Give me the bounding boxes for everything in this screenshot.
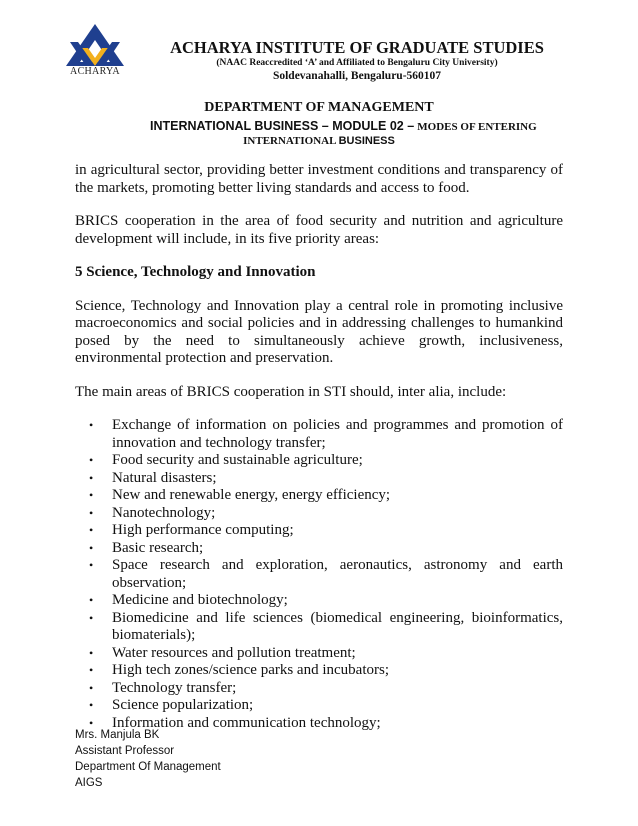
department-title: DEPARTMENT OF MANAGEMENT (204, 100, 434, 115)
bullet-icon: • (89, 593, 94, 607)
list-item-text: Natural disasters; (112, 469, 217, 486)
list-item-text: Exchange of information on policies and programmes and promotion of innovation and technology transfer; (112, 417, 563, 451)
bullet-icon: • (89, 523, 94, 537)
list-item (75, 697, 563, 715)
list-item-text: Food security and sustainable agriculture; (112, 452, 363, 468)
paragraph: in agricultural sector, providing better investment conditions and transparency of the markets, promoting better living standards and access to food. (75, 162, 563, 196)
bullet-icon: • (89, 418, 94, 432)
author-name: Mrs. Manjula BK (75, 729, 160, 741)
list-item (75, 680, 563, 698)
module-title (150, 119, 537, 134)
bullet-icon: • (89, 453, 94, 467)
author-footer (75, 727, 221, 791)
bullet-list (75, 417, 563, 732)
bullet-icon: • (89, 540, 94, 555)
list-item-text: Basic research; (112, 539, 204, 556)
list-item-text: Medicine and biotechnology; (112, 592, 288, 608)
module-title-prefix: INTERNATIONAL BUSINESS – MODULE 02 – (150, 119, 415, 133)
bullet-icon: • (89, 698, 94, 712)
document-body (75, 162, 563, 732)
list-item-text: High performance computing; (112, 522, 294, 538)
paragraph: The main areas of BRICS cooperation in STI should, inter alia, include: (75, 383, 507, 400)
accreditation-line: (NAAC Reaccredited ‘A’ and Affiliated to Bengaluru City University) (216, 58, 498, 68)
bullet-icon: • (89, 663, 94, 677)
list-item (75, 557, 563, 592)
module-title-suffix: MODES OF ENTERING (417, 121, 537, 133)
list-item-text: Technology transfer; (112, 679, 237, 696)
list-item-text: Space research and exploration, aeronautics, astronomy and earth observation; (112, 557, 563, 591)
section-heading: 5 Science, Technology and Innovation (75, 264, 316, 280)
list-item (75, 540, 563, 558)
module-subtitle (0, 135, 638, 147)
list-item (75, 645, 563, 663)
list-item (75, 452, 563, 470)
module-subtitle-suffix: BUSINESS (338, 135, 395, 147)
bullet-icon: • (89, 558, 94, 572)
paragraph: Science, Technology and Innovation play a central role in promoting inclusive macroeconomics and social policies and in addressing challenges to humankind posed by the need to simultaneously achieve growth, inclusiveness, environmental protection and preservation. (75, 297, 563, 366)
module-subtitle-prefix: INTERNATIONAL (243, 135, 336, 147)
bullet-icon: • (89, 505, 94, 520)
list-item (75, 417, 563, 452)
list-item-text: Information and communication technology; (112, 714, 381, 731)
list-item-text: New and renewable energy, energy efficiency; (112, 487, 391, 503)
list-item (75, 470, 563, 488)
list-item-text: Biomedicine and life sciences (biomedical engineering, bioinformatics, biomaterials); (112, 609, 563, 643)
bullet-icon: • (89, 715, 94, 730)
address-line: Soldevanahalli, Bengaluru-560107 (272, 70, 442, 82)
author-department: Department Of Management (75, 761, 221, 773)
author-org: AIGS (75, 777, 103, 789)
list-item (75, 662, 563, 680)
list-item-text: Nanotechnology; (112, 504, 216, 521)
bullet-icon: • (89, 470, 94, 485)
author-title: Assistant Professor (75, 745, 175, 757)
list-item (75, 505, 563, 523)
logo-wordmark: ACHARYA (70, 66, 120, 77)
bullet-icon: • (89, 610, 94, 625)
paragraph: BRICS cooperation in the area of food security and nutrition and agriculture development will include, in its five priority areas: (75, 213, 563, 247)
list-item (75, 522, 563, 540)
institute-name: ACHARYA INSTITUTE OF GRADUATE STUDIES (170, 38, 544, 57)
list-item-text: Water resources and pollution treatment; (112, 644, 356, 661)
list-item (75, 592, 563, 610)
bullet-icon: • (89, 488, 94, 502)
list-item (75, 610, 563, 645)
bullet-icon: • (89, 680, 94, 695)
bullet-icon: • (89, 645, 94, 660)
list-item (75, 487, 563, 505)
list-item-text: Science popularization; (112, 697, 254, 713)
list-item-text: High tech zones/science parks and incubators; (112, 662, 389, 678)
